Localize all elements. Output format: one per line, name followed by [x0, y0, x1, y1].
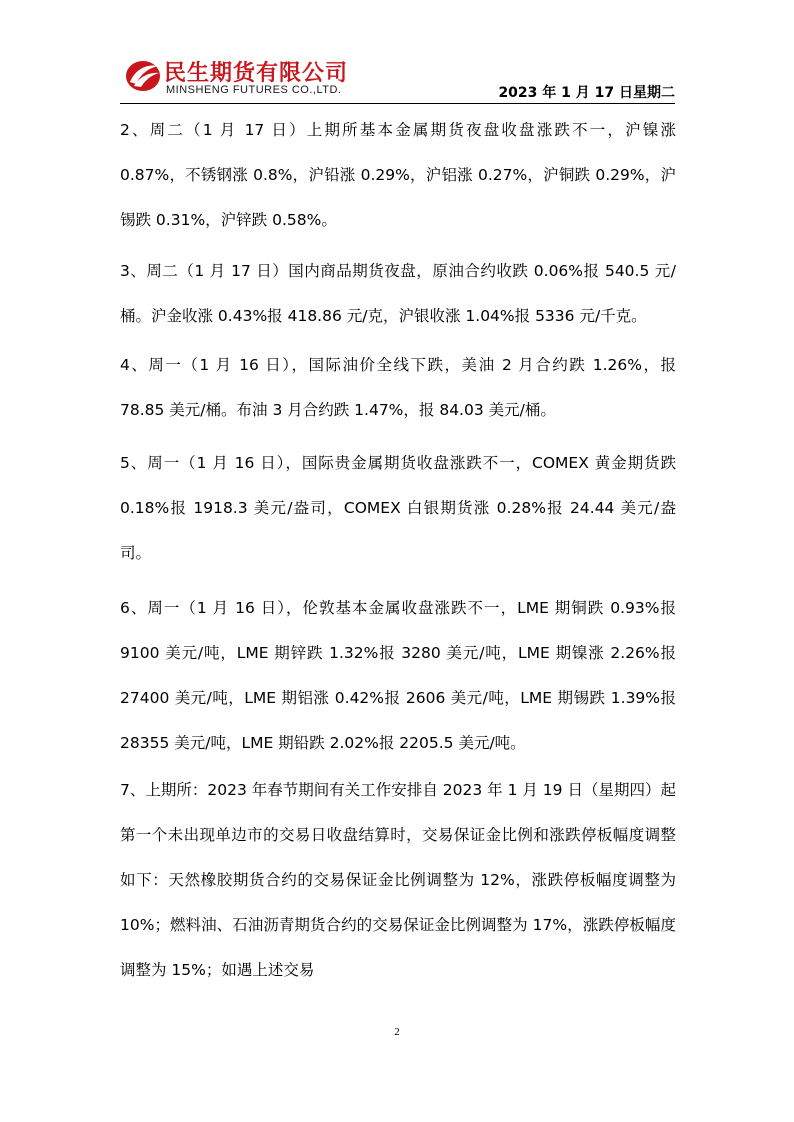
news-item-2: 2、周二（1 月 17 日）上期所基本金属期货夜盘收盘涨跌不一，沪镍涨 0.87%，不锈钢涨 0.8%，沪铅涨 0.29%，沪铝涨 0.27%，沪铜跌 0.29%，沪锡跌 0.31%，沪锌跌 0.58%。	[120, 121, 676, 229]
report-body	[120, 108, 676, 993]
minsheng-logo-icon	[124, 58, 162, 94]
company-name-cn: 民生期货有限公司	[164, 61, 349, 86]
news-item-4: 4、周一（1 月 16 日），国际油价全线下跌，美油 2 月合约跌 1.26%，报 78.85 美元/桶。布油 3 月合约跌 1.47%，报 84.03 美元/桶。	[120, 356, 676, 419]
company-logo	[120, 56, 370, 100]
page-number: 2	[394, 1026, 400, 1038]
news-item-5: 5、周一（1 月 16 日），国际贵金属期货收盘涨跌不一，COMEX 黄金期货跌 0.18%报 1918.3 美元/盎司，COMEX 白银期货涨 0.28%报 24.44 美元/盎司。	[120, 454, 676, 562]
header-divider	[120, 103, 675, 104]
report-date: 2023 年 1 月 17 日星期二	[498, 85, 675, 101]
news-item-3: 3、周二（1 月 17 日）国内商品期货夜盘，原油合约收跌 0.06%报 540.5 元/桶。沪金收涨 0.43%报 418.86 元/克，沪银收涨 1.04%报 5336 元/千克。	[120, 262, 676, 325]
news-item-6: 6、周一（1 月 16 日），伦敦基本金属收盘涨跌不一，LME 期铜跌 0.93%报 9100 美元/吨，LME 期锌跌 1.32%报 3280 美元/吨，LME 期镍涨 2.26%报 27400 美元/吨，LME 期铝涨 0.42%报 2606 美元/吨，LME 期锡跌 1.39%报 28355 美元/吨，LME 期铅跌 2.02%报 2205.5 美元/吨。	[120, 599, 676, 752]
company-name-en: MINSHENG FUTURES CO.,LTD.	[166, 84, 342, 96]
news-item-7: 7、上期所：2023 年春节期间有关工作安排自 2023 年 1 月 19 日（星期四）起第一个未出现单边市的交易日收盘结算时，交易保证金比例和涨跌停板幅度调整如下：天然橡胶期货合约的交易保证金比例调整为 12%，涨跌停板幅度调整为 10%；燃料油、石油沥青期货合约的交易保证金比例调整为 17%，涨跌停板幅度调整为 15%；如遇上述交易	[120, 781, 676, 979]
page-header	[120, 56, 675, 102]
